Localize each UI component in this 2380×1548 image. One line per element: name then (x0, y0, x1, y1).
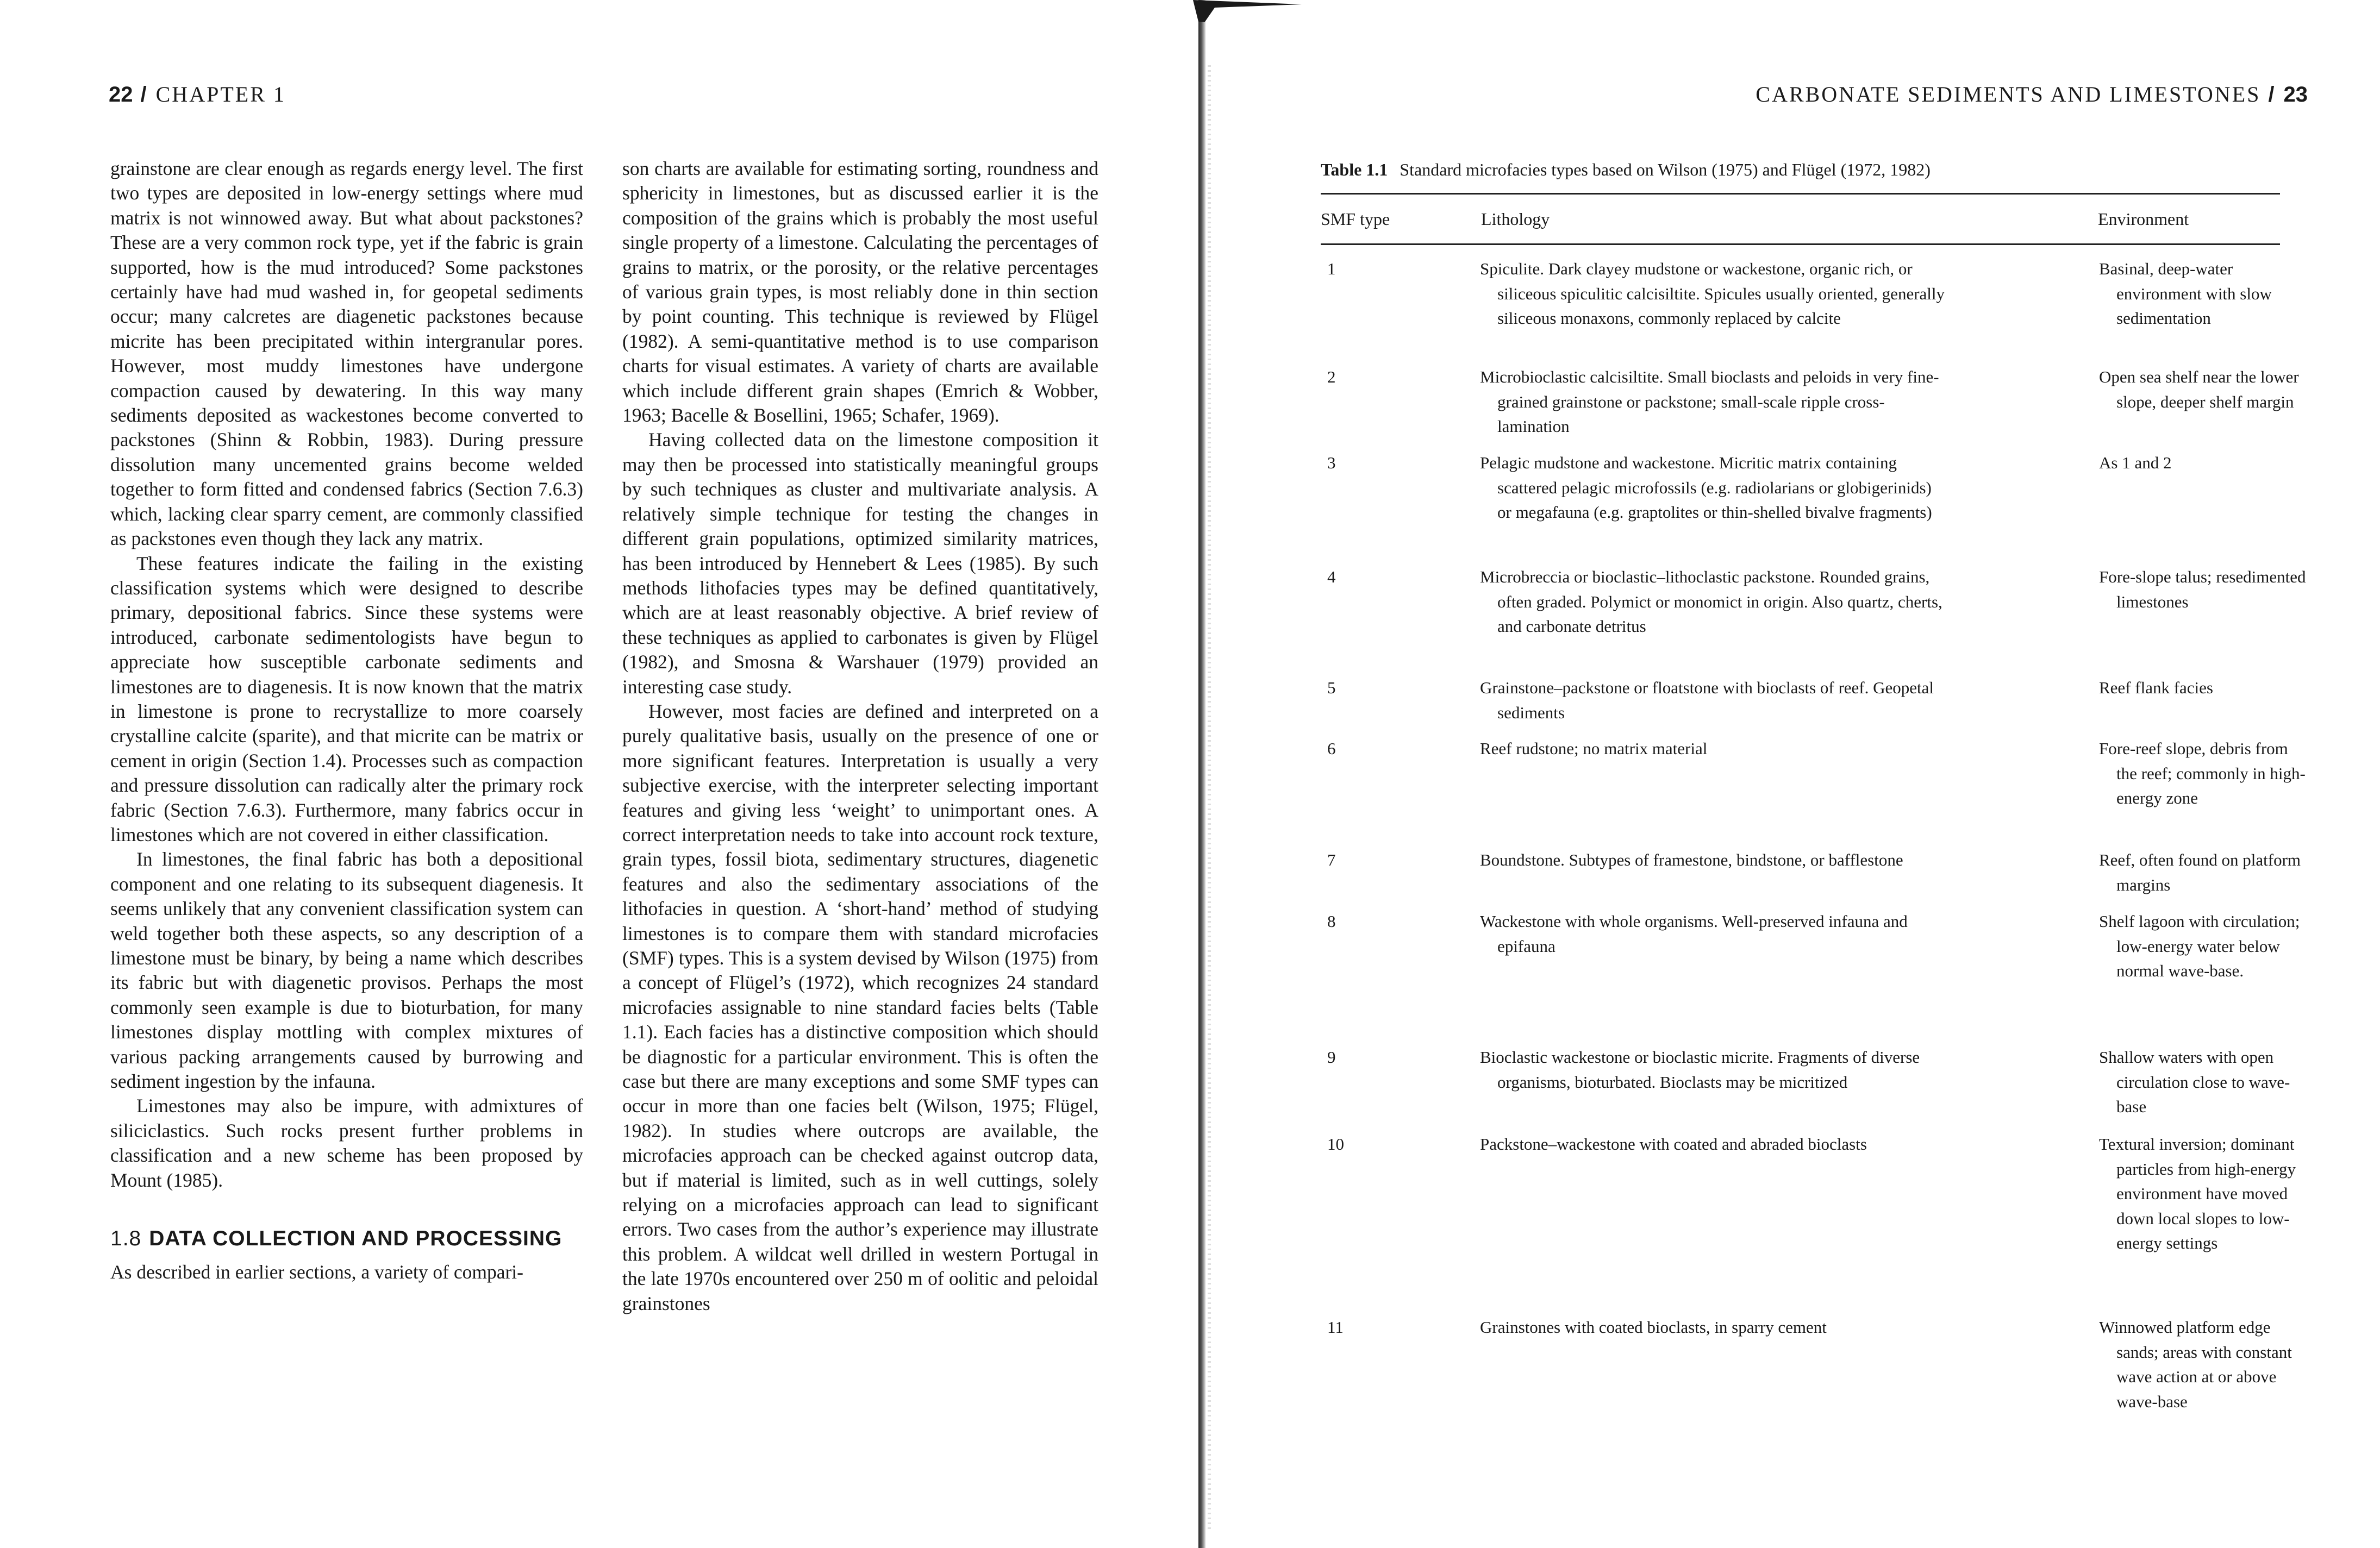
table-label: Table 1.1 (1321, 160, 1388, 179)
section-title: DATA COLLECTION AND PROCESSING (149, 1227, 563, 1251)
lithology-cell: Grainstones with coated bioclasts, in sparry cement (1480, 1318, 1827, 1337)
section-number: 1.8 (110, 1227, 142, 1251)
lithology-cell: Microbreccia or bioclastic–lithoclastic packstone. Rounded grains, often graded. Polymict or monomict in origin. Also quartz, cherts, and carbonate detritus (1480, 567, 1942, 636)
environment-cell: Open sea shelf near the lower slope, deeper shelf margin (2099, 367, 2299, 411)
book-title-label: CARBONATE SEDIMENTS AND LIMESTONES (1756, 82, 2261, 106)
smf-number: 5 (1327, 678, 1336, 697)
chapter-label: CHAPTER 1 (155, 82, 286, 106)
smf-number: 10 (1327, 1135, 1344, 1154)
environment-cell: Shelf lagoon with circulation; low-energy water below normal wave-base. (2099, 912, 2300, 980)
environment-cell: Shallow waters with open circulation close to wave-base (2099, 1048, 2290, 1116)
environment-cell: As 1 and 2 (2099, 453, 2172, 472)
table-top-rule (1321, 193, 2280, 195)
paragraph: As described in earlier sections, a variety of compari- (110, 1261, 523, 1283)
environment-cell: Basinal, deep-water environment with slow sedimentation (2099, 259, 2272, 328)
right-running-head (1756, 82, 2308, 107)
paragraph: grainstone are clear enough as regards energy level. The first two types are deposited in low-energy settings where mud matrix is not winnowed away. But what about packstones? These are a very common rock type, yet if the fabric is grain supported, how is the mud introduced? Some packstones certainly have had mud washed in, for geopetal sediments occur; many calcretes are diagenetic packstones because micrite has been precipitated within intergranular pores. However, most muddy limestones have undergone compaction caused by dewatering. In this way many sediments deposited as wackestones become converted to packstones (Shinn & Robbin, 1983). During pressure dissolution many uncemented grains become welded together to form fitted and condensed fabrics (Section 7.6.3) which, lacking clear sparry cement, are commonly classified as packstones even though they lack any matrix. (110, 158, 583, 550)
running-head-separator: / (2268, 83, 2276, 106)
environment-cell: Fore-reef slope, debris from the reef; commonly in high-energy zone (2099, 739, 2306, 807)
header-environment: Environment (2098, 209, 2189, 229)
right-page (1190, 0, 2380, 1548)
table-caption (1321, 159, 1931, 180)
running-head-separator: / (140, 83, 148, 106)
environment-cell: Fore-slope talus; resedimented limestones (2099, 567, 2306, 611)
lithology-cell: Microbioclastic calcisiltite. Small bioclasts and peloids in very fine-grained grainstone or packstone; small-scale ripple cross-lamination (1480, 367, 1939, 436)
environment-cell: Textural inversion; dominant particles from high-energy environment have moved down local slopes to low-energy settings (2099, 1135, 2296, 1252)
left-column-1 (110, 156, 583, 1284)
smf-number: 4 (1327, 567, 1336, 586)
paragraph: In limestones, the final fabric has both a depositional component and one relating to its subsequent diagenesis. It seems unlikely that any convenient classification system can weld together both these aspects, so any description of a limestone must be binary, by being a name which describes its fabric but with diagenetic provisos. Perhaps the most commonly seen example is due to bioturbation, for many limestones display mottling with complex mixtures of various packing arrangements caused by burrowing and sediment ingestion by the infauna. (110, 848, 583, 1093)
table-caption-text: Standard microfacies types based on Wilson (1975) and Flügel (1972, 1982) (1400, 160, 1931, 179)
smf-number: 1 (1327, 259, 1336, 278)
paragraph: Having collected data on the limestone composition it may then be processed into statistically meaningful groups by such techniques as cluster and multivariate analysis. A relatively simple technique for testing the changes in different grain populations, optimized similarity matrices, has been introduced by Hennebert & Lees (1985). By such methods lithofacies types may be defined quantitatively, which are at least reasonably objective. A brief review of these techniques as applied to carbonates is given by Flügel (1982), and Smosna & Warshauer (1979) provided an interesting case study. (622, 429, 1098, 698)
paragraph: Limestones may also be impure, with admixtures of siliciclastics. Such rocks present further problems in classification and a new scheme has been proposed by Mount (1985). (110, 1095, 583, 1191)
lithology-cell: Pelagic mudstone and wackestone. Micritic matrix containing scattered pelagic microfossils (e.g. radiolarians or globigerinids) or megafauna (e.g. graptolites or thin-shelled bivalve fragments) (1480, 453, 1932, 522)
table-header-rule (1321, 243, 2280, 245)
environment-cell: Winnowed platform edge sands; areas with constant wave action at or above wave-base (2099, 1318, 2292, 1411)
left-running-head (109, 82, 286, 107)
smf-number: 7 (1327, 850, 1336, 869)
paragraph: These features indicate the failing in the existing classification systems which were designed to describe primary, depositional fabrics. Since these systems were introduced, carbonate sedimentologists have begun to appreciate how susceptible carbonate sediments and limestones are to diagenesis. It is now known that the matrix in limestone is prone to recrystallize to more coarsely crystalline calcite (sparite), and that micrite can be matrix or cement in origin (Section 1.4). Processes such as compaction and pressure dissolution can radically alter the primary rock fabric (Section 7.6.3). Furthermore, many fabrics occur in limestones which are not covered in either classification. (110, 552, 583, 845)
smf-number: 3 (1327, 453, 1336, 472)
lithology-cell: Packstone–wackestone with coated and abraded bioclasts (1480, 1135, 1867, 1154)
lithology-cell: Spiculite. Dark clayey mudstone or wackestone, organic rich, or siliceous spiculitic calcisiltite. Spicules usually oriented, generally siliceous monaxons, commonly replaced by calcite (1480, 259, 1945, 328)
paragraph: son charts are available for estimating sorting, roundness and sphericity in limestones, but as discussed earlier it is the composition of the grains which is probably the most useful single property of a limestone. Calculating the percentages of grains to matrix, or the porosity, or the relative percentages of various grain types, is most reliably done in thin section by point counting. This technique is reviewed by Flügel (1982). A semi-quantitative method is to use comparison charts for visual estimates. A variety of charts are available which include different grain shapes (Emrich & Wobber, 1963; Bacelle & Bosellini, 1965; Schafer, 1969). (622, 158, 1098, 427)
environment-cell: Reef, often found on platform margins (2099, 850, 2301, 894)
smf-number: 9 (1327, 1048, 1336, 1067)
paragraph: However, most facies are defined and interpreted on a purely qualitative basis, usually on the presence of one or more significant features. Interpretation is usually a very subjective exercise, with the interpreter selecting important features and giving less ‘weight’ to unimportant ones. A correct interpretation needs to take into account rock texture, grain types, fossil biota, sedimentary structures, diagenetic features and also the sedimentary associations of the lithofacies in question. A ‘short-hand’ method of studying limestones is to compare them with standard microfacies (SMF) types. This is a system devised by Wilson (1975) from a concept of Flügel’s (1972), which recognizes 24 standard microfacies assignable to nine standard facies belts (Table 1.1). Each facies has a distinctive composition which should be diagnostic for a particular environment. This is often the case but there are many exceptions and some SMF types can occur in more than one facies belt (Wilson, 1975; Flügel, 1982). In studies where outcrops are available, the microfacies approach can be checked against outcrop data, but if material is limited, such as in well cuttings, solely relying on a microfacies approach can lead to significant errors. Two cases from the author’s experience may illustrate this problem. A wildcat well drilled in western Portugal in the late 1970s encountered over 250 m of oolitic and peloidal grainstones (622, 700, 1098, 1314)
right-page-number: 23 (2283, 83, 2308, 106)
lithology-cell: Reef rudstone; no matrix material (1480, 739, 1708, 758)
smf-number: 11 (1327, 1318, 1344, 1337)
environment-cell: Reef flank facies (2099, 678, 2213, 697)
lithology-cell: Bioclastic wackestone or bioclastic micrite. Fragments of diverse organisms, bioturbated. Bioclasts may be micritized (1480, 1048, 1920, 1092)
header-smf-type: SMF type (1321, 209, 1390, 229)
section-heading (110, 1226, 583, 1251)
lithology-cell: Boundstone. Subtypes of framestone, bindstone, or bafflestone (1480, 850, 1903, 869)
smf-number: 8 (1327, 912, 1336, 931)
lithology-cell: Grainstone–packstone or floatstone with bioclasts of reef. Geopetal sediments (1480, 678, 1934, 722)
lithology-cell: Wackestone with whole organisms. Well-preserved infauna and epifauna (1480, 912, 1908, 956)
left-page-number: 22 (109, 83, 133, 106)
smf-number: 6 (1327, 739, 1336, 758)
smf-number: 2 (1327, 367, 1336, 386)
header-lithology: Lithology (1481, 209, 1550, 229)
left-column-2 (622, 156, 1098, 1316)
